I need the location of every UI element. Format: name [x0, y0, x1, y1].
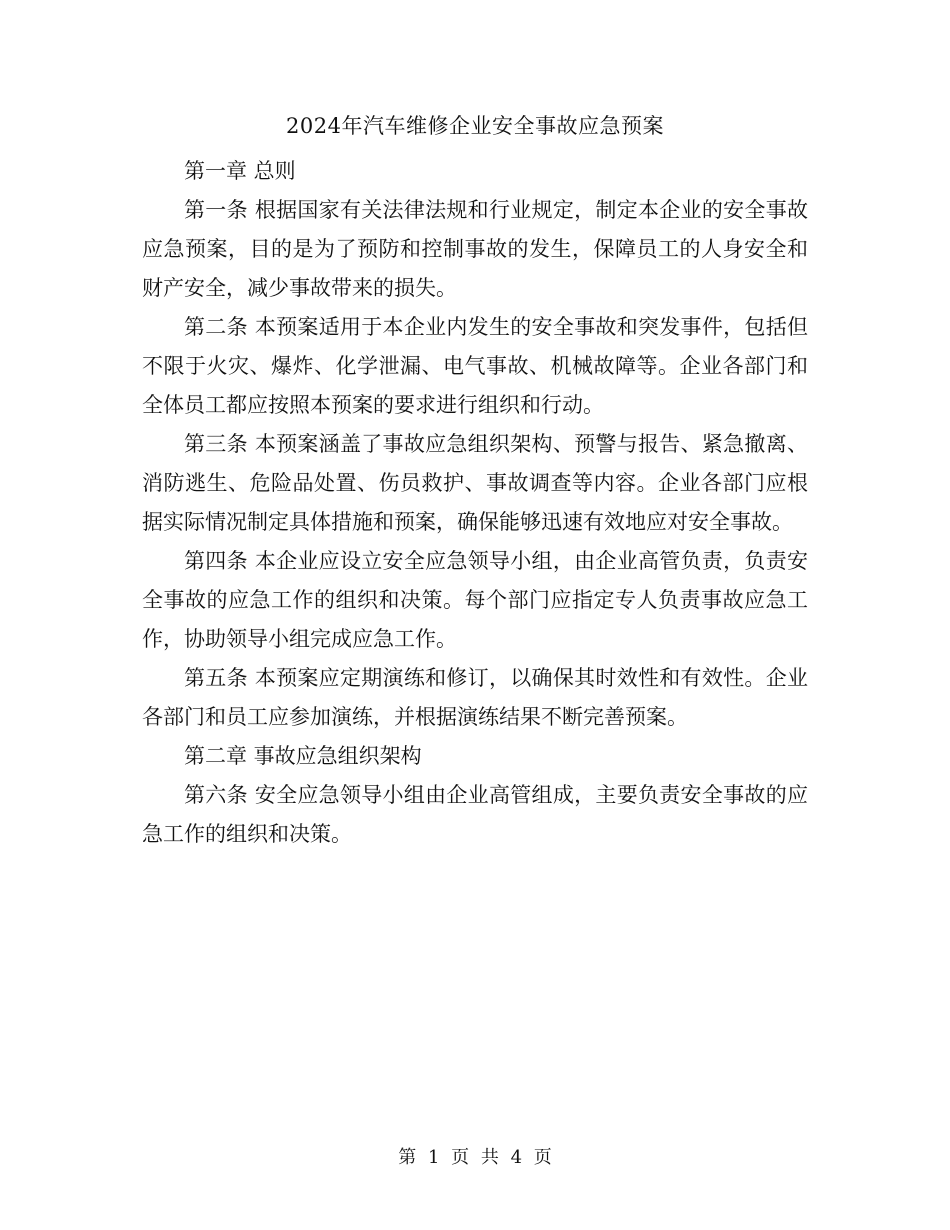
paragraph: 第一条 根据国家有关法律法规和行业规定，制定本企业的安全事故应急预案，目的是为了预防和控制事故的发生，保障员工的人身安全和财产安全，减少事故带来的损失。	[142, 198, 808, 300]
document-title: 2024年汽车维修企业安全事故应急预案	[286, 114, 664, 138]
page-footer: 第 1 页 共 4 页	[398, 1147, 552, 1168]
document-body	[142, 152, 808, 854]
paragraph: 第六条 安全应急领导小组由企业高管组成，主要负责安全事故的应急工作的组织和决策。	[142, 783, 808, 846]
paragraph: 第五条 本预案应定期演练和修订，以确保其时效性和有效性。企业各部门和员工应参加演练，并根据演练结果不断完善预案。	[142, 666, 808, 729]
chapter-heading: 第二章 事故应急组织架构	[184, 744, 422, 768]
paragraph: 第三条 本预案涵盖了事故应急组织架构、预警与报告、紧急撤离、消防逃生、危险品处置、伤员救护、事故调查等内容。企业各部门应根据实际情况制定具体措施和预案，确保能够迅速有效地应对安全事故。	[142, 432, 808, 534]
paragraph: 第四条 本企业应设立安全应急领导小组，由企业高管负责，负责安全事故的应急工作的组织和决策。每个部门应指定专人负责事故应急工作，协助领导小组完成应急工作。	[142, 549, 808, 651]
paragraph: 第二条 本预案适用于本企业内发生的安全事故和突发事件，包括但不限于火灾、爆炸、化学泄漏、电气事故、机械故障等。企业各部门和全体员工都应按照本预案的要求进行组织和行动。	[142, 315, 808, 417]
chapter-heading: 第一章 总则	[184, 159, 296, 183]
